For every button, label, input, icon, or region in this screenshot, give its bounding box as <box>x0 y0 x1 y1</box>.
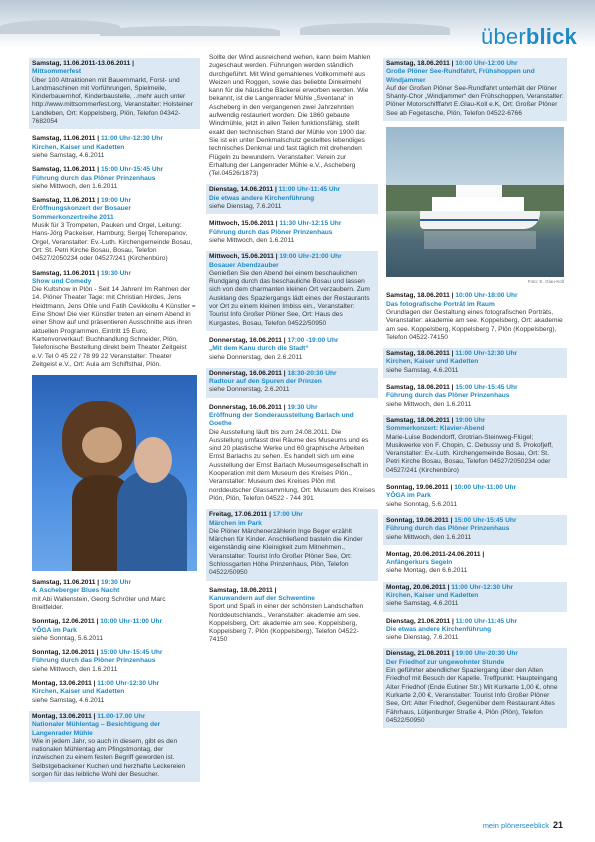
event-date: Samstag, 11.06.2011-13.06.2011 | <box>32 60 134 67</box>
hill-shape <box>300 23 450 35</box>
event-entry <box>383 582 567 612</box>
performer-body <box>117 471 187 571</box>
event-entry <box>383 58 567 121</box>
event-date: Donnerstag, 16.06.2011 | 18:30-20:30 Uhr <box>209 369 337 377</box>
event-description: siehe Samstag, 4.6.2011 <box>32 696 105 704</box>
event-date: Mittwoch, 15.06.2011 | 19:00 Uhr-21:00 Uhr <box>209 253 342 261</box>
event-entry <box>29 711 200 782</box>
event-entry <box>386 618 564 643</box>
event-description: siehe Mittwoch, den 1.6.2011 <box>209 236 295 244</box>
event-entry <box>386 551 564 576</box>
event-description: siehe Mittwoch, den 1.6.2011 <box>32 665 118 673</box>
event-title: Das fotografische Porträt im Raum <box>386 300 495 308</box>
event-description: siehe Mittwoch, den 1.6.2011 <box>386 400 472 408</box>
event-title: Kirchen, Kaiser und Kadetten <box>386 591 479 599</box>
column-2 <box>209 54 375 651</box>
event-description: Auf der Großen Plöner See-Rundfahrt unterhält der Plöner Shanty-Chor „Windjammer“ den Frühschoppen, Veranstalter: Plöner Motorschifffahrt E.Glau-Koll e.K, Ort: Großer Plöner See ab Fegetasche, Plön, Telefon 04522-6766 <box>386 84 564 117</box>
event-description: Ein geführter abendlicher Spaziergang über den Alten Friedhof mit Besuch der Kapelle. Treffpunkt: Haupteingang Alter Friedhof (Ende Eutiner Str.) Mit Kurkarte 1,00 €, ohne Kurkarte 2,00 €, Veranstalter: Tourist Info Großer Plöner See, Ort: Alter Friedhof, Gegenüber dem Restaurant Altes Fährhaus, Lütjenburger Straße 4, Plön (Plön), Telefon 04522/50950 <box>386 667 558 724</box>
event-title: „Mit dem Kanu durch die Stadt“ <box>209 345 309 353</box>
event-entry <box>206 184 378 214</box>
event-title: Der Friedhof zur ungewohnter Stunde <box>386 658 505 666</box>
event-title: Kanuwandern auf der Schwentine <box>209 594 315 602</box>
footer-brand: mein plönerseeblick <box>482 821 549 830</box>
event-entry <box>386 384 564 409</box>
event-entry <box>209 587 375 645</box>
event-entry <box>32 166 197 191</box>
event-description: siehe Samstag, 4.6.2011 <box>32 151 105 159</box>
brand-prefix: über <box>481 24 526 49</box>
comedian-photo <box>32 375 197 571</box>
event-description: Sport und Spaß in einer der schönsten Landschaften Norddeutschlands., Veranstalter: akademie am see. Koppelsberg, Ort: akademie am see. Koppelsberg, Koppelsberg 7, Plön (Koppelsberg), Telefon 04522-74150 <box>209 603 364 644</box>
event-entry <box>32 270 197 370</box>
event-entry <box>32 135 197 160</box>
event-entry <box>209 404 375 504</box>
event-date: Samstag, 18.06.2011 | 11:00 Uhr-12:30 Uhr <box>386 350 518 358</box>
event-date: Montag, 13.06.2011 | 11.00-17.00 Uhr <box>32 712 146 720</box>
event-entry <box>32 579 197 612</box>
event-date: Samstag, 11.06.2011 | 19:30 Uhr <box>32 579 132 587</box>
event-date: Sonntag, 19.06.2011 | 10:00 Uhr-11:00 Uhr <box>386 484 517 492</box>
event-date: Samstag, 18.06.2011 | <box>209 586 277 594</box>
puppet-face <box>82 427 122 463</box>
event-entry <box>386 292 564 342</box>
event-entry <box>32 680 197 705</box>
event-title: 4. Ascheberger Blues Nacht <box>32 587 120 595</box>
event-title: Kirchen, Kaiser und Kadetten <box>386 358 479 366</box>
event-description: Grundlagen der Gestaltung eines fotografischen Porträts, Veranstalter: akademie am see. Koppelsberg, Ort: akademie am see. Koppelsberg, Koppelsberg 7, Plön (Koppelsberg), Telefon 04522-74150 <box>386 308 563 341</box>
event-title: Die etwas andere Kirchenführung <box>209 194 315 202</box>
event-entry <box>383 515 567 545</box>
event-description: siehe Donnerstag, den 2.6.2011 <box>209 353 303 361</box>
event-title: Führung durch das Plöner Prinzenhaus <box>386 392 510 400</box>
event-description: siehe Donnerstag, 2.6.2011 <box>209 386 290 394</box>
event-entry <box>206 251 378 331</box>
event-title: Führung durch das Plöner Prinzenhaus <box>209 228 333 236</box>
brand-suffix: blick <box>525 24 577 49</box>
event-description: siehe Sonntag, 5.6.2011 <box>32 634 104 642</box>
column-3 <box>386 58 564 734</box>
event-title: YÔGA im Park <box>32 626 77 634</box>
event-date: Samstag, 11.06.2011 | 19:30 Uhr <box>32 269 132 277</box>
event-date: Dienstag, 21.06.2011 | 19:00 Uhr-20:30 Uhr <box>386 650 518 658</box>
event-description: siehe Samstag, 4.6.2011 <box>386 600 459 608</box>
event-date: Montag, 13.06.2011 | 11:00 Uhr-12:30 Uhr <box>32 680 160 688</box>
event-entry <box>206 509 378 580</box>
photo-credit: Foto: E. Glau-Koll <box>527 279 564 285</box>
water-reflection <box>424 231 536 249</box>
event-title: YÔGA im Park <box>386 492 431 500</box>
event-date: Montag, 20.06.2011 | 11:00 Uhr-12:30 Uhr <box>386 583 514 591</box>
event-title: Bosauer Abendzauber <box>209 261 279 269</box>
event-title: Führung durch das Plöner Prinzenhaus <box>32 174 156 182</box>
event-description: Wie in jedem Jahr, so auch in diesem, gibt es den nationalen Mühlentag am Pfingstmontag, der inzwischen zu einem festen Begriff geworden ist. Selbstgebackener Kuchen und herzhafte Leckereien sorgen für das leibliche Wohl der Besucher. <box>32 737 186 779</box>
event-title: Führung durch das Plöner Prinzenhaus <box>32 657 156 665</box>
event-title: Die etwas andere Kirchenführung <box>386 625 492 633</box>
event-date: Sonntag, 12.06.2011 | 15:00 Uhr-15:45 Uhr <box>32 649 163 657</box>
ship-stripe <box>420 219 538 221</box>
event-entry <box>209 337 375 362</box>
event-description: Marie-Luise Bodendorff, Grotrian-Steinweg-Flügel; Musikwerke von F. Chopin, C. Debussy und S. Prokofjeff, Veranstalter: Ev.-Luth. Kirchengemeinde Bosau, Ort: St. Petri Kirche Bosau, Bosau, Telefon 04527/2050234 oder 04527/241 (Kirchenbüro) <box>386 433 553 474</box>
event-title: Große Plöner See-Rundfahrt, Frühshoppen und Windjammer <box>386 68 535 84</box>
event-date: Donnerstag, 16.06.2011 | 19:30 Uhr <box>209 403 318 411</box>
event-description: Die Plöner Märchenerzählerin Inge Beger erzählt Märchen für Kinder. Anschließend basteln die Kinder eigenständig eine Kleinigkeit zum Mitnehmen., Veranstalter: Tourist Info Großer Plöner See, Ort: Schlossgarten Höhe Prinzenhaus, Plön, Telefon 04522/50950 <box>209 527 363 577</box>
event-entry <box>383 415 567 478</box>
event-date: Montag, 20.06.2011-24.06.2011 | <box>386 550 485 558</box>
event-date: Samstag, 18.06.2011 | 15:00 Uhr-15:45 Uhr <box>386 384 518 392</box>
event-description: Genießen Sie den Abend bei einem beschaulichen Rundgang durch das beschauliche Bosau und lassen sich von dem charmanten kleinen Ort verzaubern. Zum Ausklang des Spaziergangs lädt eines der Restaurants vor Ort zu einem kleinen Imbiss ein., Veranstalter: Tourist Info Großer Plöner See, Ort: Haus des Kurgastes, Bosau, Telefon 04522/50950 <box>209 269 370 327</box>
page-footer <box>483 820 563 830</box>
event-entry <box>32 649 197 674</box>
event-entry <box>32 197 197 263</box>
event-description: Die Ausstellung läuft bis zum 24.08.2011. Die Ausstellung umfasst drei Räume des Museums und es sind 20 plastische Werke und 60 graphische Arbeiten Ernst Barlachs zu sehen. Es handelt sich um eine Ausstellung der Ernst Barlach Museumsgesellschaft in Kooperation mit dem Museum des Kreises Plön., Veranstalter: Museum des Kreises Plön mit norddeutscher Glassammlung, Ort: Museum des Kreises Plön, Plön, Telefon 04522 - 744 391 <box>209 428 376 502</box>
hill-shape <box>100 26 280 36</box>
event-description: Musik für 3 Trompeten, Pauken und Orgel, Leitung: Hans-Jörg Packeiser, Hamburg; Sergej Tcherepanov, Orgel, Veranstalter: Ev.-Luth. Kirchengemeinde Bosau, Ort: St. Petri Kirche Bosau, Bosau, Telefon 04527/2050234 oder 04527/241 (Kirchenbüro) <box>32 222 193 263</box>
event-entry <box>209 220 375 245</box>
event-title: Führung durch das Plöner Prinzenhaus <box>386 525 510 533</box>
event-description: siehe Mittwoch, den 1.6.2011 <box>32 182 118 190</box>
event-description: siehe Dienstag, 7.6.2011 <box>209 203 282 211</box>
event-date: Samstag, 11.06.2011 | 11:00 Uhr-12:30 Uhr <box>32 135 163 143</box>
event-description: siehe Dienstag, 7.6.2011 <box>386 634 459 642</box>
event-title: Eröffnungskonzert der Bosauer Sommerkonzertreihe 2011 <box>32 205 131 221</box>
column-1 <box>32 58 197 788</box>
event-date: Samstag, 11.06.2011 | 15:00 Uhr-15:45 Uhr <box>32 166 164 174</box>
event-date: Freitag, 17.06.2011 | 17:00 Uhr <box>209 511 303 519</box>
event-date: Samstag, 18.06.2011 | 10:00 Uhr-12:00 Uhr <box>386 60 518 67</box>
event-entry <box>386 484 564 509</box>
event-description: mit Abi Wallenstein, Georg Schröter und Marc Breitfelder. <box>32 595 166 611</box>
event-date: Samstag, 11.06.2011 | 19:00 Uhr <box>32 197 132 205</box>
event-entry <box>209 54 375 178</box>
ship-photo <box>386 127 564 277</box>
event-date: Dienstag, 14.06.2011 | 11:00 Uhr-11:45 Uhr <box>209 186 341 194</box>
event-date: Sonntag, 19.06.2011 | 15:00 Uhr-15:45 Uhr <box>386 516 517 524</box>
event-date: Samstag, 18.06.2011 | 19:00 Uhr <box>386 416 486 424</box>
event-entry <box>383 648 567 728</box>
event-date: Donnerstag, 16.06.2011 | 17:00 -19:00 Uhr <box>209 336 339 344</box>
event-description: Über 100 Attraktionen mit Bauernmarkt, Forst- und Landmaschinen mit Vorführungen, Spielmeile, Kinderbauernhof, Kinderbaustelle, ..mehr auch unter http://www.mittsommerfest.org, Veranstalter: Holsteiner Landleben, Ort: Koppelsberg, Plön, Telefon 04342-7682054 <box>32 76 193 126</box>
event-entry <box>383 348 567 378</box>
event-description: siehe Samstag, 4.6.2011 <box>386 366 459 374</box>
event-entry <box>32 618 197 643</box>
event-title: Anfängerkurs Segeln <box>386 559 453 567</box>
event-title: Show und Comedy <box>32 277 92 285</box>
event-title: Radtour auf den Spuren der Prinzen <box>209 378 322 386</box>
event-title: Eröffnung der Sonderausstellung Barlach und Goethe <box>209 411 354 428</box>
event-title: Kirchen, Kaiser und Kadetten <box>32 688 125 696</box>
event-date: Sonntag, 12.06.2011 | 10:00 Uhr-11:00 Uhr <box>32 618 163 626</box>
event-entry <box>29 58 200 129</box>
event-description: Sollte der Wind ausreichend wehen, kann beim Mahlen zugeschaut werden. Führungen werden ständlich durchgeführt. Mit Wind gemahlenes Vollkornmehl aus Weizen und Roggen, sowie das beliebte Dinkelmehl kann für die häusliche Bäckerei erworben werden. Wie bekannt, ist die Langenrader Mühle „Sventana“ in Ascheberg in den vergangenen zwei Jahrzehnten aufwendig restauriert worden. Die 1860 gebaute Windmühle, jetzt in allen Teilen funktionsfähig, stellt exakt den technischen Stand der Mühle von 1900 dar. Sie ist ein unter Denkmalschutz gestelltes lebendiges technisches Denkmal und fast täglich mit drehenden Flügeln zu bewundern. Veranstalter: Verein zur Erhaltung der Langenrader Mühle e.V., Ascheberg (Tel.04526/1873) <box>209 54 371 178</box>
event-title: Nationaler Mühlentag – Besichtigung der Langenrader Mühle <box>32 721 161 737</box>
section-brand <box>481 24 577 50</box>
event-date: Samstag, 18.06.2011 | 10:00 Uhr-18:00 Uhr <box>386 292 518 300</box>
event-entry <box>206 368 378 398</box>
event-description: siehe Mittwoch, den 1.6.2011 <box>386 533 472 541</box>
event-title: Mittsommerfest <box>32 68 82 76</box>
event-date: Dienstag, 21.06.2011 | 11:00 Uhr-11:45 Uhr <box>386 617 518 625</box>
event-title: Kirchen, Kaiser und Kadetten <box>32 143 125 151</box>
event-title: Märchen im Park <box>209 519 262 527</box>
event-description: Die Kultshow in Plön - Seit 14 Jahren! Im Rahmen der 14. Plöner Theater Tage: mit Christian Hirdes, Jens Heidtmann, Jens Ohle und Fatih Cevikkollu 4 Künstler = Eine Show! Die vier Künstler treten an einem Abend in einer Show auf und präsentieren Ausschnitte aus ihren aktuellen Programmen. Eintritt 15 Euro, Kartenvorverkauf: Buchhandlung Schneider, Plön, Telefonische Bestellung direkt beim Theater Zeitgeist e.V. Tel 0 45 22 / 78 99 22 Veranstalter: Theater Zeitgeist e.V., Ort: Aula am Schiffsthal, Plön. <box>32 286 196 368</box>
event-description: siehe Montag, den 6.6.2011 <box>386 567 468 575</box>
page-number: 21 <box>552 820 563 830</box>
event-title: Sommerkonzert: Klavier-Abend <box>386 425 485 433</box>
performer-head <box>134 437 172 483</box>
event-description: siehe Sonntag, 5.6.2011 <box>386 500 458 508</box>
event-date: Mittwoch, 15.06.2011 | 11:30 Uhr-12:15 Uhr <box>209 220 342 228</box>
